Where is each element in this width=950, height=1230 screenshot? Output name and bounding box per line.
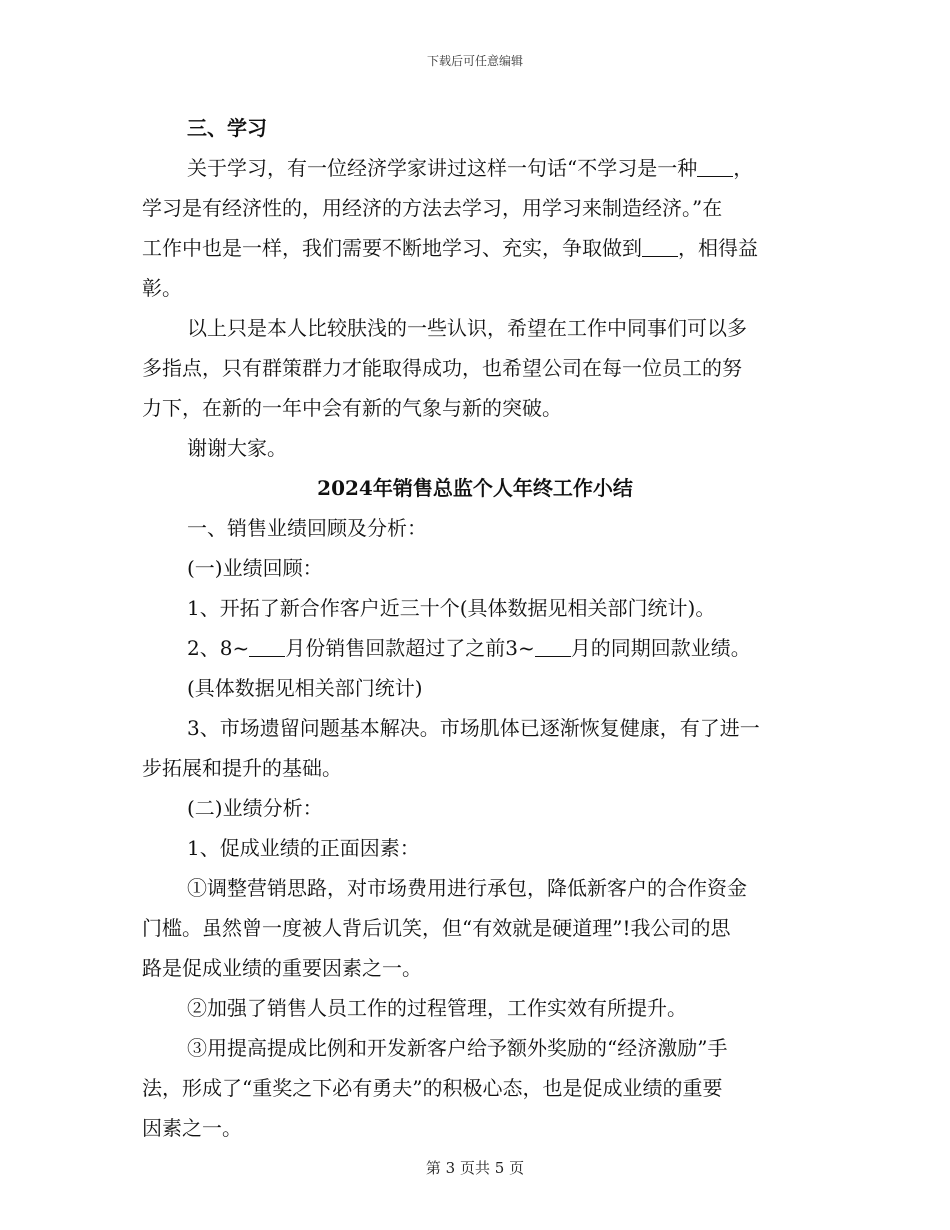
subsection-heading: (一)业绩回顾： xyxy=(187,556,323,580)
paragraph-line: 以上只是本人比较肤浅的一些认识，希望在工作中同事们可以多 xyxy=(187,316,747,340)
document-title: 2024年销售总监个人年终工作小结 xyxy=(317,476,633,500)
list-item: ③用提高提成比例和开发新客户给予额外奖励的“经济激励”手 xyxy=(187,1036,728,1060)
fill-blank xyxy=(642,236,678,257)
list-item: ①调整营销思路，对市场费用进行承包，降低新客户的合作资金 xyxy=(187,876,747,900)
list-item: 1、促成业绩的正面因素： xyxy=(187,836,420,860)
text-run: 月份销售回款超过了之前3~ xyxy=(285,636,535,660)
paragraph-line xyxy=(142,228,808,268)
text-run: 关于学习，有一位经济学家讲过这样一句话“不学习是一种 xyxy=(187,156,698,180)
document-body xyxy=(142,108,808,1148)
paragraph-line xyxy=(142,148,808,188)
paragraph-line: 步拓展和提升的基础。 xyxy=(142,756,342,780)
list-item: 1、开拓了新合作客户近三十个(具体数据见相关部门统计)。 xyxy=(187,596,716,620)
section-heading: 一、销售业绩回顾及分析： xyxy=(187,516,427,540)
text-run: 月的同期回款业绩。 xyxy=(570,636,751,660)
text-run: ，相得益 xyxy=(678,236,758,260)
list-item-note: (具体数据见相关部门统计) xyxy=(187,676,423,700)
fill-blank xyxy=(697,156,733,177)
fill-blank xyxy=(535,636,571,657)
paragraph-line: 学习是有经济性的，用经济的方法去学习，用学习来制造经济。”在 xyxy=(142,196,723,220)
thanks-line: 谢谢大家。 xyxy=(187,436,287,460)
text-run: ， xyxy=(733,156,754,180)
list-item xyxy=(142,628,808,668)
paragraph-line: 因素之一。 xyxy=(142,1116,242,1140)
list-item: 3、市场遗留问题基本解决。市场肌体已逐渐恢复健康，有了进一 xyxy=(187,716,760,740)
paragraph-line: 法，形成了“重奖之下必有勇夫”的积极心态，也是促成业绩的重要 xyxy=(142,1076,723,1100)
text-run: 工作中也是一样，我们需要不断地学习、充实，争取做到 xyxy=(142,236,642,260)
paragraph-line: 多指点，只有群策群力才能取得成功，也希望公司在每一位员工的努 xyxy=(142,356,742,380)
list-item: ②加强了销售人员工作的过程管理，工作实效有所提升。 xyxy=(187,996,687,1020)
paragraph-line: 力下，在新的一年中会有新的气象与新的突破。 xyxy=(142,396,562,420)
paragraph-line: 路是促成业绩的重要因素之一。 xyxy=(142,956,422,980)
paragraph-line: 彰。 xyxy=(142,276,182,300)
paragraph-line: 门槛。虽然曾一度被人背后讥笑，但“有效就是硬道理”!我公司的思 xyxy=(142,916,731,940)
section-heading-study: 三、学习 xyxy=(187,116,267,140)
subsection-heading: (二)业绩分析： xyxy=(187,796,323,820)
page-header-note: 下载后可任意编辑 xyxy=(426,54,523,68)
page-number-footer: 第 3 页共 5 页 xyxy=(425,1159,525,1177)
text-run: 2、8~ xyxy=(187,636,250,660)
fill-blank xyxy=(249,636,285,657)
